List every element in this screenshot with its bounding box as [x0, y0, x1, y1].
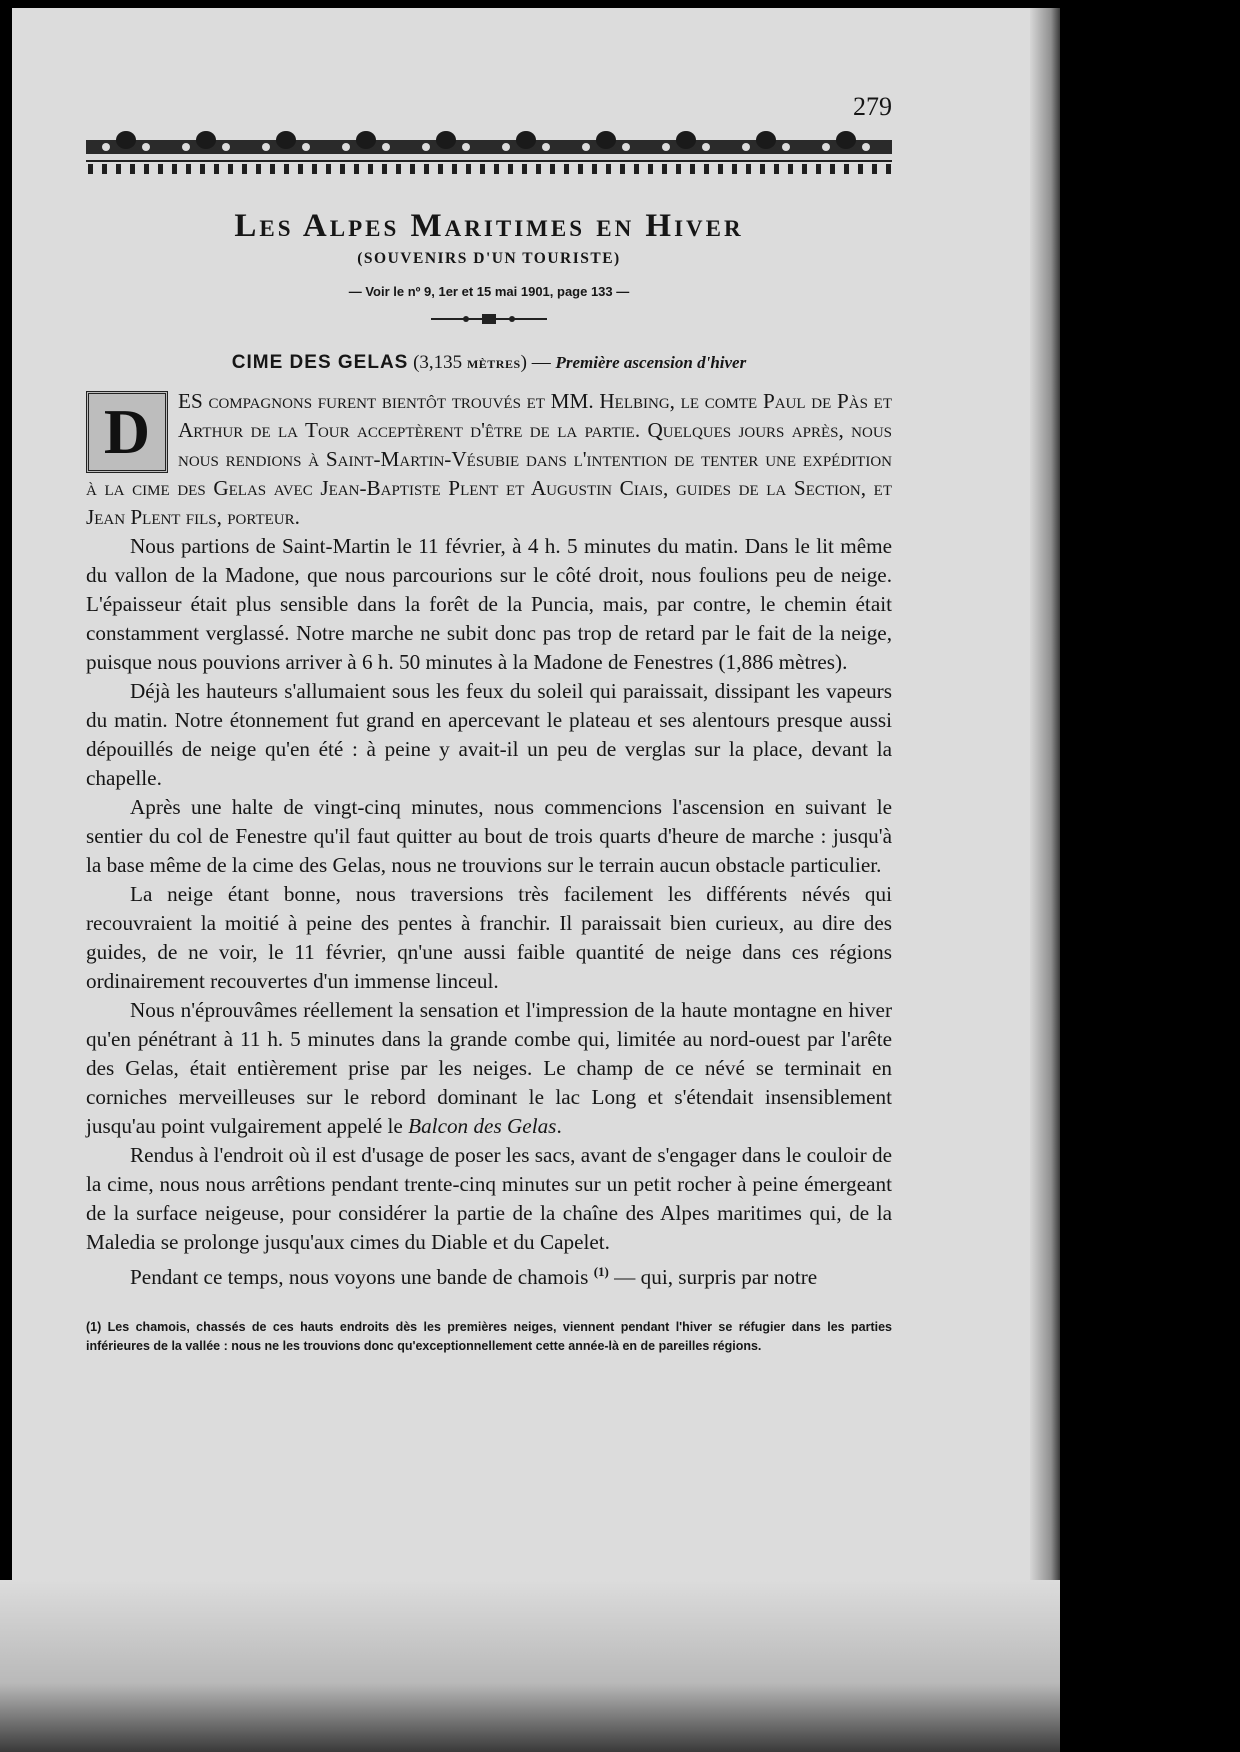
page-bottom-shadow — [0, 1580, 1060, 1752]
article-title: Les Alpes Maritimes en Hiver — [234, 208, 744, 244]
ornamental-header-band — [86, 128, 892, 186]
article-body — [86, 387, 892, 1292]
altitude-open: (3,135 — [413, 352, 467, 373]
footnote-marker: (1) — [593, 1264, 609, 1279]
altitude-close: ) — — [520, 352, 551, 373]
page-number: 279 — [853, 92, 892, 121]
section-name: CIME DES GELAS — [231, 352, 409, 373]
dropcap-initial: D — [86, 391, 168, 473]
paragraph: La neige étant bonne, nous traversions très facilement les différents névés qui recouvraient la moitié à peine des pentes à franchir. Il paraissait bien curieux, au dire des guides, de ne voir, le 11 février, qn'une aussi faible quantité de neige dans ces régions ordinairement recouvertes d'un immense linceul. — [86, 882, 892, 993]
section-heading — [86, 352, 892, 374]
article-subtitle: (SOUVENIRS D'UN TOURISTE) — [357, 250, 621, 267]
paragraph: Nous partions de Saint-Martin le 11 février, à 4 h. 5 minutes du matin. Dans le lit même du vallon de la Madone, que nous parcourions sur le côté droit, nous foulions peu de neige. L'épaisseur était plus sensible dans la forêt de la Puncia, mais, par contre, le chemin était constamment verglassé. Notre marche ne subit donc pas trop de retard par le fait de la neige, puisque nous pouvions arriver à 6 h. 50 minutes à la Madone de Fenestres (1,886 mètres). — [86, 534, 892, 674]
paragraph: Pendant ce temps, nous voyons une bande de chamois $^{(1)}$ — qui, surpris par notre — [130, 1264, 818, 1290]
paragraph: D ES compagnons furent bientôt trouvés et MM. Helbing, le comte Paul de Pàs et Arthur de la Tour acceptèrent d'être de la partie. Quelques jours après, nous nous rendions à Saint-Martin-Vésubie dans l'intention de tenter une expédition à la cime des Gelas avec Jean-Baptiste Plent et Augustin Ciais, guides de la Section, et Jean Plent fils, porteur. — [86, 389, 892, 529]
paper-edge — [1030, 8, 1060, 1723]
footnote: (1) Les chamois, chassés de ces hauts endroits dès les premières neiges, viennent pendant l'hiver se réfugier dans les parties inférieures de la vallée : nous ne les trouvions donc qu'exceptionnellement cette année-là en de pareilles régions. — [86, 1320, 892, 1353]
section-divider-ornament — [86, 312, 892, 326]
paragraph: Après une halte de vingt-cinq minutes, nous commencions l'ascension en suivant le sentier du col de Fenestre qu'il faut quitter au bout de trois quarts d'heure de marche : jusqu'à la base même de la cime des Gelas, nous ne trouvions sur le terrain aucun obstacle particulier. — [86, 795, 892, 877]
paragraph: Rendus à l'endroit où il est d'usage de poser les sacs, avant de s'engager dans le couloir de la cime, nous nous arrêtions pendant trente-cinq minutes sur un petit rocher à peine émergeant de la surface neigeuse, pour considérer la partie de la chaîne des Alpes maritimes qui, de la Maledia se prolonge jusqu'aux cimes du Diable et du Capelet. — [86, 1143, 892, 1254]
paragraph: Nous n'éprouvâmes réellement la sensation et l'impression de la haute montagne en hiver qu'en pénétrant à 11 h. 5 minutes dans la grande combe qui, limitée au nord-ouest par l'arête des Gelas, était entièrement prise par les neiges. Le champ de ce névé se terminait en corniches merveilleuses sur le rebord dominant le lac Long et s'étendait insensiblement jusqu'au point vulgairement appelé le Balcon des Gelas. — [86, 998, 892, 1138]
section-note: Première ascension d'hiver — [555, 353, 747, 372]
previous-issue-reference: — Voir le nº 9, 1er et 15 mai 1901, page 133 — — [348, 284, 630, 299]
paragraph: Déjà les hauteurs s'allumaient sous les feux du soleil qui paraissait, dissipant les vapeurs du matin. Notre étonnement fut grand en apercevant le plateau et ses alentours presque aussi dépouillés de neige qu'en été : à peine y avait-il un peu de verglas sur la place, devant la chapelle. — [86, 679, 892, 790]
altitude-unit: MÈTRES — [466, 357, 521, 371]
place-name-italic: Balcon des Gelas — [408, 1114, 557, 1138]
